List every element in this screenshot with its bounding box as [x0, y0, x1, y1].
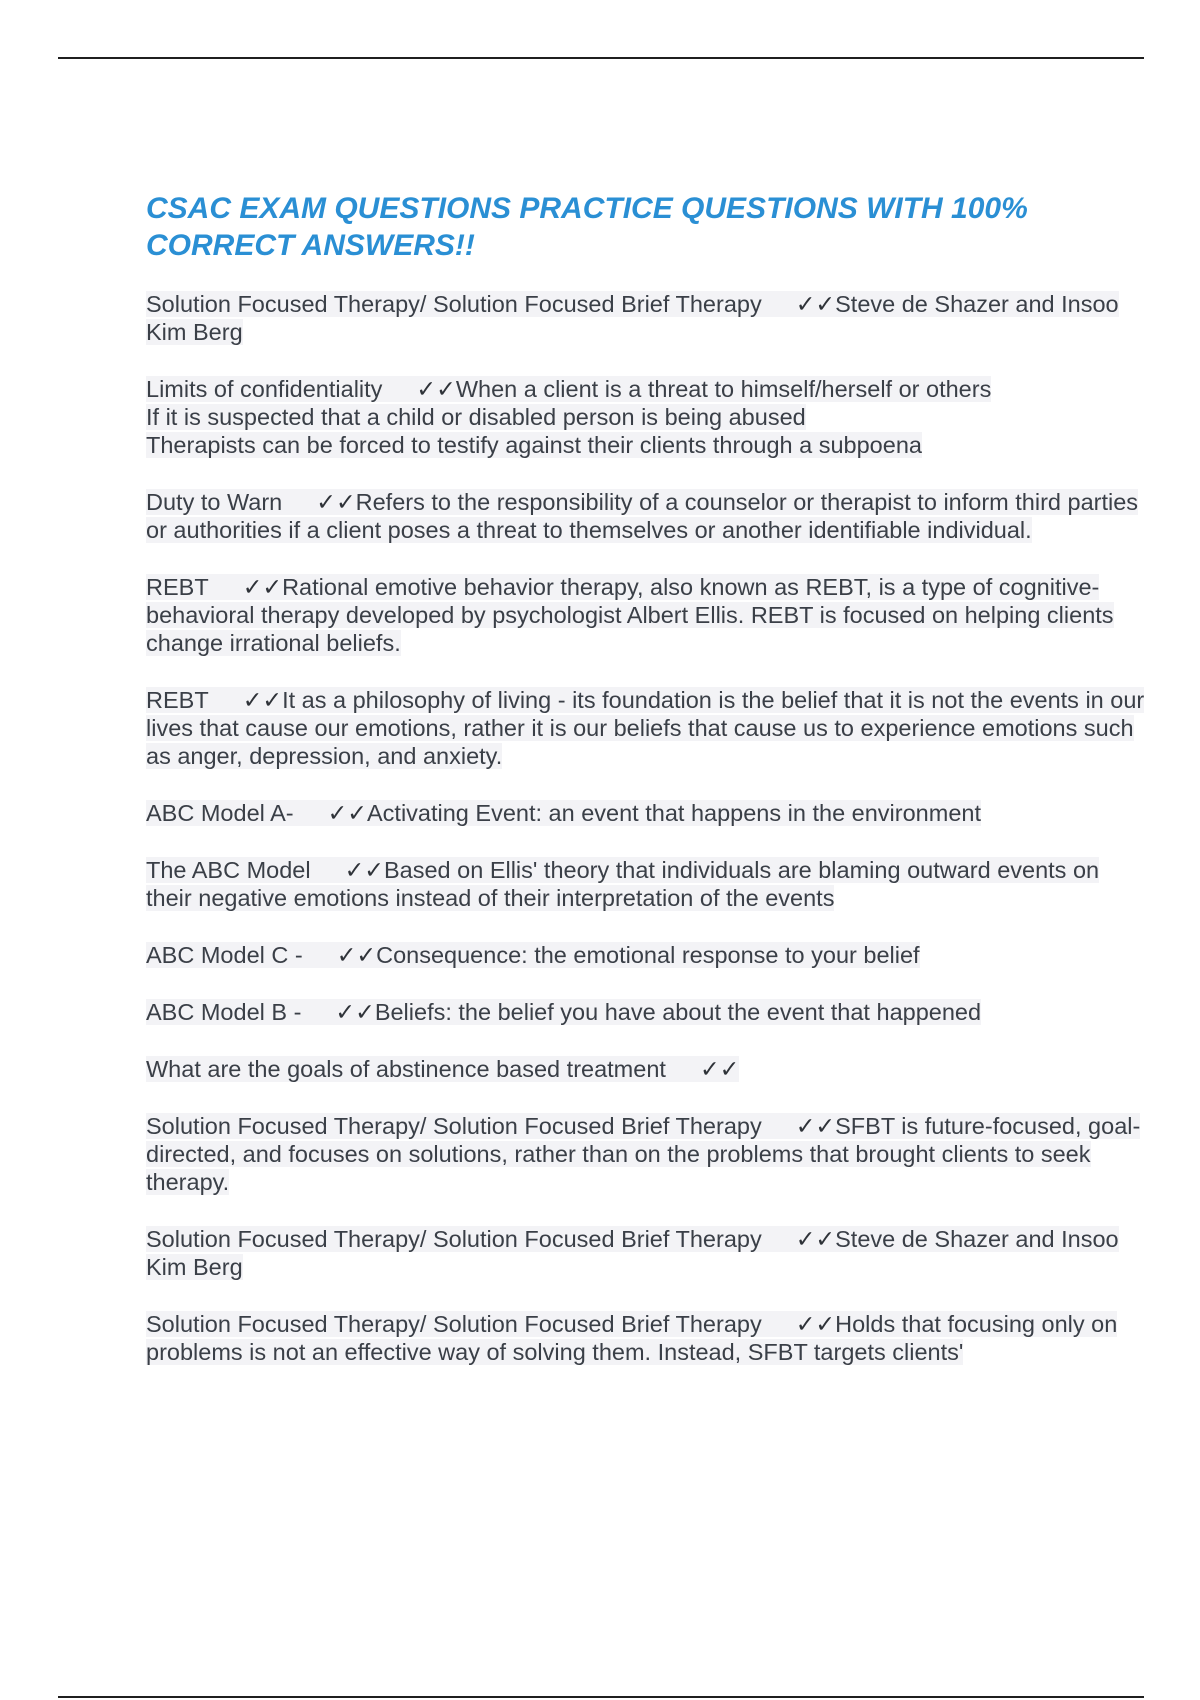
qa-term: Solution Focused Therapy/ Solution Focused Brief Therapy: [146, 1113, 762, 1139]
qa-item: [146, 998, 1146, 1026]
qa-term: The ABC Model: [146, 857, 311, 883]
qa-item: [146, 488, 1146, 544]
qa-answer: Rational emotive behavior therapy, also known as REBT, is a type of cognitive-behavioral therapy developed by psychologist Albert Ellis. REBT is focused on helping clients change irrational beliefs.: [146, 574, 1114, 656]
check-mark: ✓✓: [242, 574, 283, 600]
qa-term: Solution Focused Therapy/ Solution Focused Brief Therapy: [146, 291, 762, 317]
qa-item: [146, 1310, 1146, 1366]
check-mark: ✓✓: [795, 1311, 836, 1337]
qa-answer: Beliefs: the belief you have about the event that happened: [374, 999, 982, 1025]
qa-answer: When a client is a threat to himself/herself or others If it is suspected that a child or disabled person is being abused Therapists can be forced to testify against their clients through a subpoena: [146, 376, 992, 458]
qa-answer: Steve de Shazer and Insoo Kim Berg: [146, 291, 1119, 345]
qa-item: [146, 1055, 1146, 1083]
qa-answer: SFBT is future-focused, goal-directed, and focuses on solutions, rather than on the problems that brought clients to seek therapy.: [146, 1113, 1141, 1195]
top-rule: [58, 57, 1144, 59]
qa-answer: It as a philosophy of living - its foundation is the belief that it is not the events in our lives that cause our emotions, rather it is our beliefs that cause us to experience emotions such as anger, depression, and anxiety.: [146, 687, 1145, 769]
check-mark: ✓✓: [795, 1113, 836, 1139]
qa-term: REBT: [146, 687, 209, 713]
qa-item: [146, 375, 1146, 459]
check-mark: ✓✓: [336, 942, 377, 968]
qa-answer: Activating Event: an event that happens in the environment: [366, 800, 981, 826]
qa-term: Solution Focused Therapy/ Solution Focused Brief Therapy: [146, 1226, 762, 1252]
check-mark: ✓✓: [795, 291, 836, 317]
qa-term: Duty to Warn: [146, 489, 283, 515]
check-mark: ✓✓: [327, 800, 367, 826]
qa-answer: Steve de Shazer and Insoo Kim Berg: [146, 1226, 1119, 1280]
qa-answer: Based on Ellis' theory that individuals are blaming outward events on their negative emotions instead of their interpretation of the events: [146, 857, 1100, 911]
qa-item: [146, 941, 1146, 969]
qa-item: [146, 1112, 1146, 1196]
check-mark: ✓✓: [344, 857, 384, 883]
document-title: CSAC EXAM QUESTIONS PRACTICE QUESTIONS WITH 100% CORRECT ANSWERS!!: [146, 192, 1028, 262]
qa-item: [146, 290, 1146, 346]
qa-term: Limits of confidentiality: [146, 376, 383, 402]
check-mark: ✓✓: [795, 1226, 836, 1252]
bottom-rule: [58, 1696, 1144, 1698]
check-mark: ✓✓: [335, 999, 375, 1025]
check-mark: ✓✓: [316, 489, 356, 515]
qa-item: [146, 573, 1146, 657]
qa-item: [146, 856, 1146, 912]
document-body: [146, 190, 1146, 1395]
qa-answer: Holds that focusing only on problems is not an effective way of solving them. Instead, SFBT targets clients': [146, 1311, 1118, 1365]
qa-item: [146, 686, 1146, 770]
check-mark: ✓✓: [416, 376, 456, 402]
qa-term: What are the goals of abstinence based treatment: [146, 1056, 666, 1082]
qa-term: ABC Model C -: [146, 942, 303, 968]
check-mark: ✓✓: [699, 1056, 740, 1082]
qa-answer: Refers to the responsibility of a counselor or therapist to inform third parties or authorities if a client poses a threat to themselves or another identifiable individual.: [146, 489, 1139, 543]
qa-term: ABC Model B -: [146, 999, 302, 1025]
check-mark: ✓✓: [242, 687, 283, 713]
qa-term: REBT: [146, 574, 209, 600]
qa-term: Solution Focused Therapy/ Solution Focused Brief Therapy: [146, 1311, 762, 1337]
qa-item: [146, 799, 1146, 827]
qa-answer: Consequence: the emotional response to your belief: [376, 942, 920, 968]
qa-term: ABC Model A-: [146, 800, 294, 826]
qa-item: [146, 1225, 1146, 1281]
